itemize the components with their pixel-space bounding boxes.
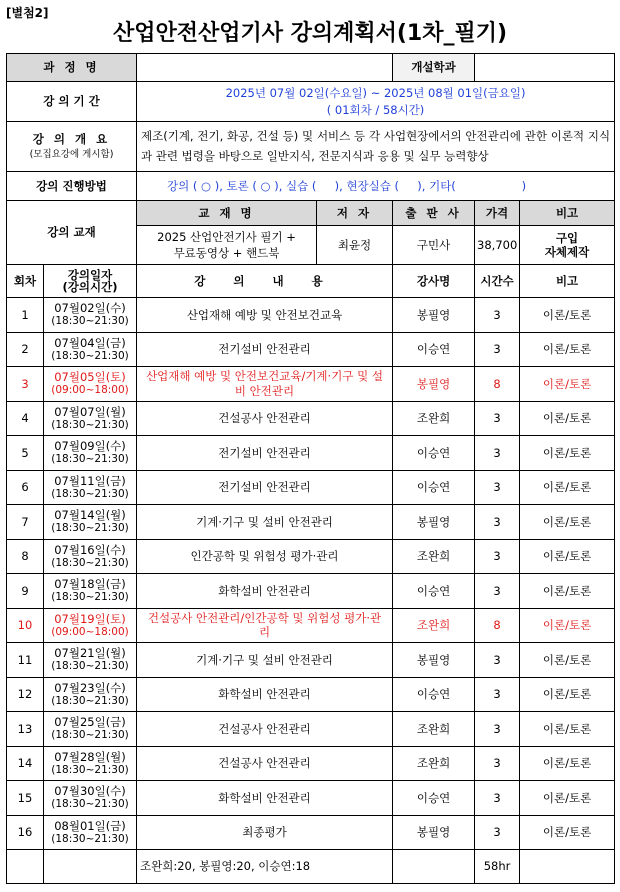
session-date: 08월01일(금): [54, 818, 126, 833]
session-hours: 3: [475, 436, 520, 471]
session-date: 07월18일(금): [54, 577, 126, 592]
session-datetime: [44, 643, 137, 678]
session-row: [7, 781, 615, 816]
session-note: 이론/토론: [520, 332, 615, 367]
session-row: [7, 539, 615, 574]
session-note: 이론/토론: [520, 643, 615, 678]
session-datetime: [44, 677, 137, 712]
session-instructor: 봉필영: [393, 643, 475, 678]
textbook-price-header: 가격: [475, 201, 520, 226]
session-content: 화학설비 안전관리: [137, 677, 393, 712]
period-dates: 2025년 07월 02일(수요일) ~ 2025년 08월 01일(금요일): [225, 86, 526, 101]
summary-empty-no: [7, 850, 44, 884]
textbook-note: [520, 226, 615, 265]
session-instructor: 봉필영: [393, 298, 475, 333]
session-content: 기계·기구 및 설비 안전관리: [137, 505, 393, 540]
textbook-name-line1: 2025 산업안전기사 필기 +: [157, 229, 296, 244]
summary-empty-date: [44, 850, 137, 884]
session-hours: 8: [475, 367, 520, 402]
session-note: 이론/토론: [520, 574, 615, 609]
session-note: 이론/토론: [520, 781, 615, 816]
session-datetime: [44, 298, 137, 333]
session-no: 3: [7, 367, 44, 402]
session-date: 07월09일(수): [54, 439, 126, 454]
overview-note: (모집요강에 게시함): [29, 149, 114, 161]
textbook-publisher-header: 출 판 사: [393, 201, 475, 226]
session-note: 이론/토론: [520, 712, 615, 747]
textbook-publisher: 구민사: [393, 226, 475, 265]
session-row: [7, 298, 615, 333]
course-name-label: 과 정 명: [7, 54, 137, 82]
session-row: [7, 574, 615, 609]
session-date: 07월02일(수): [54, 301, 126, 316]
session-content: 건설공사 안전관리/인간공학 및 위험성 평가·관리: [137, 608, 393, 643]
method-row: [7, 172, 615, 201]
session-datetime: [44, 539, 137, 574]
period-value: [137, 82, 615, 122]
textbook-note-line1: 구입: [555, 230, 579, 245]
session-no: 8: [7, 539, 44, 574]
session-hours: 3: [475, 401, 520, 436]
session-date: 07월25일(금): [54, 715, 126, 730]
session-no: 6: [7, 470, 44, 505]
session-row: [7, 815, 615, 850]
textbook-header-row: [7, 201, 615, 226]
session-hours: 3: [475, 746, 520, 781]
session-content: 전기설비 안전관리: [137, 436, 393, 471]
session-hours: 3: [475, 505, 520, 540]
session-datetime: [44, 815, 137, 850]
session-date: 07월11일(금): [54, 473, 126, 488]
overview-label: 강 의 개 요: [32, 131, 111, 146]
session-note: 이론/토론: [520, 608, 615, 643]
session-content: 인간공학 및 위험성 평가·관리: [137, 539, 393, 574]
session-note: 이론/토론: [520, 436, 615, 471]
course-name-value: [137, 54, 393, 82]
session-content: 산업재해 예방 및 안전보건교육: [137, 298, 393, 333]
session-row: [7, 332, 615, 367]
textbook-name-header: 교 재 명: [137, 201, 317, 226]
session-date: 07월19일(토): [54, 611, 126, 626]
session-date-header-line2: (강의시간): [62, 280, 118, 294]
session-datetime: [44, 436, 137, 471]
session-time: (18:30~21:30): [51, 556, 129, 569]
session-date: 07월21일(월): [54, 646, 126, 661]
session-datetime: [44, 401, 137, 436]
session-hours: 3: [475, 574, 520, 609]
overview-text: 제조(기계, 전기, 화공, 건설 등) 및 서비스 등 각 사업현장에서의 안전관리에 관한 이론적 지식과 관련 법령을 바탕으로 일반지식, 전문지식과 응용 및 실무 능력향상: [137, 122, 615, 172]
session-note: 이론/토론: [520, 815, 615, 850]
session-time: (18:30~21:30): [51, 832, 129, 845]
course-row: [7, 54, 615, 82]
session-instructor: 조완희: [393, 608, 475, 643]
textbook-name-line2: 무료동영상 + 핸드북: [173, 246, 280, 260]
session-content: 건설공사 안전관리: [137, 746, 393, 781]
summary-empty-note: [520, 850, 615, 884]
session-no: 12: [7, 677, 44, 712]
session-time: (18:30~21:30): [51, 418, 129, 431]
textbook-label: 강의 교재: [7, 201, 137, 265]
session-datetime: [44, 781, 137, 816]
method-label: 강의 진행방법: [7, 172, 137, 201]
department-value: [475, 54, 615, 82]
session-instructor: 이승연: [393, 436, 475, 471]
session-hours: 3: [475, 677, 520, 712]
session-note: 이론/토론: [520, 677, 615, 712]
session-instructor: 봉필영: [393, 815, 475, 850]
session-instructor: 봉필영: [393, 367, 475, 402]
session-datetime: [44, 712, 137, 747]
session-content: 산업재해 예방 및 안전보건교육/기계·기구 및 설비 안전관리: [137, 367, 393, 402]
session-list: [7, 298, 615, 850]
session-no: 15: [7, 781, 44, 816]
session-note: 이론/토론: [520, 746, 615, 781]
method-text: 강의 ( ○ ), 토론 ( ○ ), 실습 ( ), 현장실습 ( ), 기타( ): [137, 172, 615, 201]
session-instructor-header: 강사명: [393, 265, 475, 298]
session-row: [7, 643, 615, 678]
session-datetime: [44, 367, 137, 402]
session-no: 14: [7, 746, 44, 781]
session-content: 화학설비 안전관리: [137, 781, 393, 816]
session-time: (18:30~21:30): [51, 453, 129, 466]
session-hours: 3: [475, 815, 520, 850]
session-row: [7, 677, 615, 712]
session-note: 이론/토론: [520, 505, 615, 540]
session-content: 최종평가: [137, 815, 393, 850]
session-hours: 3: [475, 470, 520, 505]
session-date: 07월04일(금): [54, 335, 126, 350]
session-no: 2: [7, 332, 44, 367]
textbook-note-header: 비고: [520, 201, 615, 226]
overview-label-cell: [7, 122, 137, 172]
session-date: 07월16일(수): [54, 542, 126, 557]
summary-empty-instructor: [393, 850, 475, 884]
total-hours: 58hr: [475, 850, 520, 884]
session-content: 기계·기구 및 설비 안전관리: [137, 643, 393, 678]
session-date-header-line1: 강의일자: [67, 267, 113, 282]
session-datetime: [44, 332, 137, 367]
department-label: 개설학과: [393, 54, 475, 82]
session-no: 9: [7, 574, 44, 609]
session-time: (18:30~21:30): [51, 694, 129, 707]
session-time: (18:30~21:30): [51, 522, 129, 535]
session-datetime: [44, 608, 137, 643]
session-content: 전기설비 안전관리: [137, 332, 393, 367]
period-label: 강 의 기 간: [7, 82, 137, 122]
session-note: 이론/토론: [520, 367, 615, 402]
session-hours: 3: [475, 539, 520, 574]
attachment-tag: [별첨2]: [6, 6, 49, 20]
summary-row: [7, 850, 615, 884]
session-note: 이론/토론: [520, 298, 615, 333]
session-note: 이론/토론: [520, 401, 615, 436]
session-time: (18:30~21:30): [51, 660, 129, 673]
session-date: 07월23일(수): [54, 680, 126, 695]
session-no: 4: [7, 401, 44, 436]
session-date: 07월14일(월): [54, 508, 126, 523]
session-instructor: 이승연: [393, 781, 475, 816]
session-no: 1: [7, 298, 44, 333]
session-date: 07월05일(토): [54, 370, 126, 385]
session-date: 07월07일(월): [54, 404, 126, 419]
session-date: 07월30일(수): [54, 784, 126, 799]
session-no: 16: [7, 815, 44, 850]
session-no-header: 회차: [7, 265, 44, 298]
session-no: 10: [7, 608, 44, 643]
session-instructor: 조완희: [393, 712, 475, 747]
session-instructor: 조완희: [393, 539, 475, 574]
session-no: 7: [7, 505, 44, 540]
session-content: 전기설비 안전관리: [137, 470, 393, 505]
session-note-header: 비고: [520, 265, 615, 298]
session-row: [7, 608, 615, 643]
session-time: (18:30~21:30): [51, 798, 129, 811]
textbook-author-header: 저 자: [317, 201, 393, 226]
textbook-author: 최윤정: [317, 226, 393, 265]
session-instructor: 이승연: [393, 574, 475, 609]
session-row: [7, 367, 615, 402]
session-row: [7, 746, 615, 781]
session-instructor: 이승연: [393, 470, 475, 505]
session-datetime: [44, 505, 137, 540]
session-note: 이론/토론: [520, 470, 615, 505]
session-hours: 3: [475, 781, 520, 816]
schedule-header-row: [7, 265, 615, 298]
session-note: 이론/토론: [520, 539, 615, 574]
session-content: 건설공사 안전관리: [137, 712, 393, 747]
textbook-price: 38,700: [475, 226, 520, 265]
session-instructor: 조완희: [393, 746, 475, 781]
instructor-hours-summary: 조완희:20, 봉필영:20, 이승연:18: [137, 850, 393, 884]
session-row: [7, 712, 615, 747]
session-content: 화학설비 안전관리: [137, 574, 393, 609]
document-title: 산업안전산업기사 강의계획서(1차_필기): [112, 21, 508, 46]
session-instructor: 조완희: [393, 401, 475, 436]
session-hours-header: 시간수: [475, 265, 520, 298]
overview-row: [7, 122, 615, 172]
session-time: (18:30~21:30): [51, 591, 129, 604]
session-time: (18:30~21:30): [51, 349, 129, 362]
session-time: (18:30~21:30): [51, 487, 129, 500]
period-summary: ( 01회차 / 58시간): [326, 102, 425, 117]
session-date-header: [44, 265, 137, 298]
session-no: 13: [7, 712, 44, 747]
session-row: [7, 505, 615, 540]
textbook-note-line2: 자체제작: [544, 245, 590, 259]
session-datetime: [44, 746, 137, 781]
session-instructor: 이승연: [393, 332, 475, 367]
textbook-name: [137, 226, 317, 265]
session-row: [7, 470, 615, 505]
session-instructor: 이승연: [393, 677, 475, 712]
session-hours: 3: [475, 332, 520, 367]
period-row: [7, 82, 615, 122]
session-row: [7, 401, 615, 436]
session-no: 5: [7, 436, 44, 471]
session-time: (18:30~21:30): [51, 763, 129, 776]
session-datetime: [44, 470, 137, 505]
session-hours: 3: [475, 643, 520, 678]
session-hours: 8: [475, 608, 520, 643]
session-time: (09:00~18:00): [51, 625, 129, 638]
session-time: (18:30~21:30): [51, 315, 129, 328]
session-time: (09:00~18:00): [51, 384, 129, 397]
session-no: 11: [7, 643, 44, 678]
session-hours: 3: [475, 712, 520, 747]
session-instructor: 봉필영: [393, 505, 475, 540]
session-time: (18:30~21:30): [51, 729, 129, 742]
session-content-header: 강 의 내 용: [137, 265, 393, 298]
session-datetime: [44, 574, 137, 609]
session-row: [7, 436, 615, 471]
session-hours: 3: [475, 298, 520, 333]
session-content: 건설공사 안전관리: [137, 401, 393, 436]
session-date: 07월28일(월): [54, 749, 126, 764]
lecture-plan-table: [6, 53, 615, 884]
